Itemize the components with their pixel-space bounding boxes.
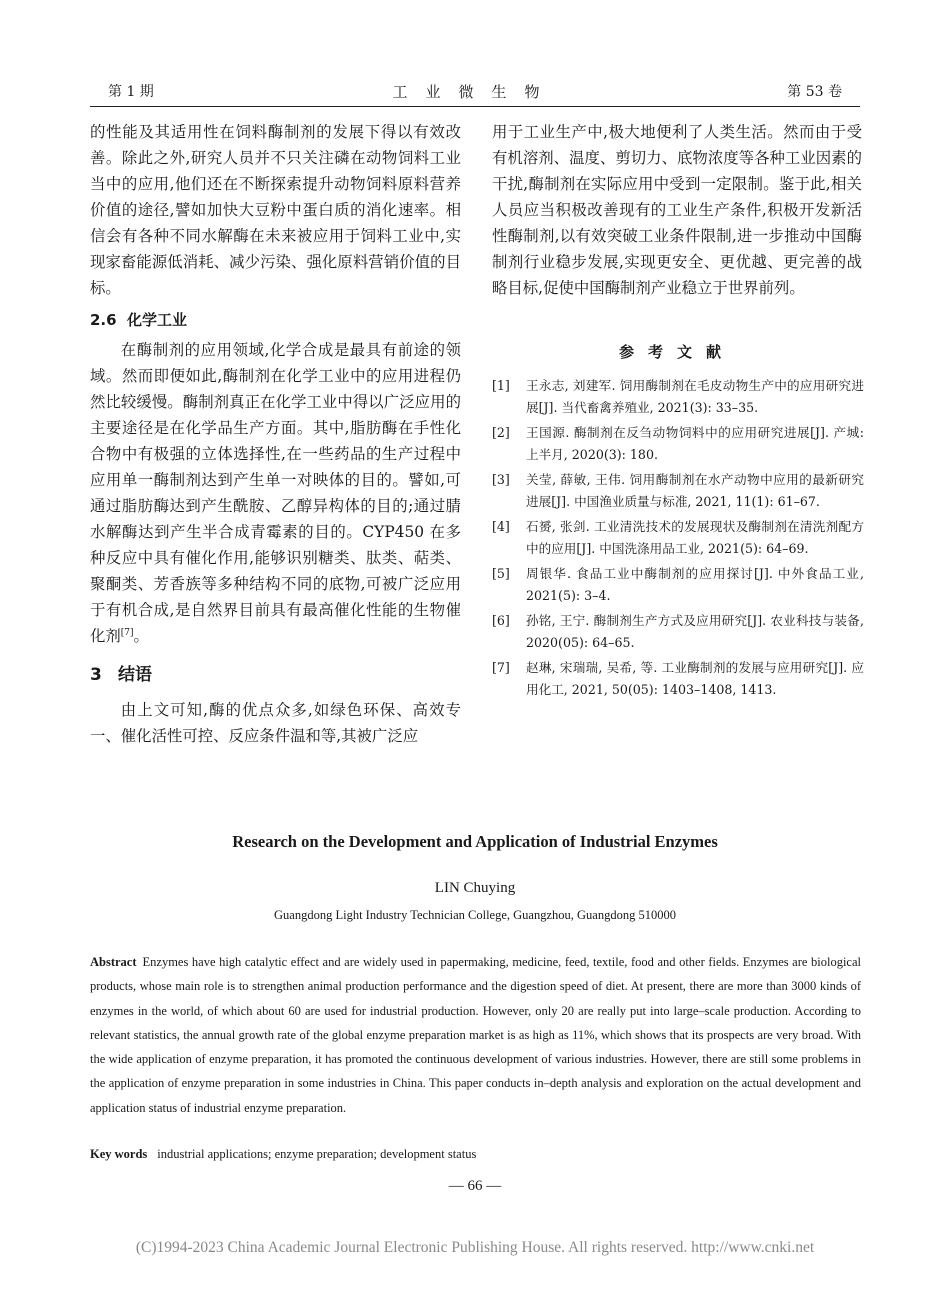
reference-text: 赵琳, 宋瑞瑞, 吴希, 等. 工业酶制剂的发展与应用研究[J]. 应用化工, 2021, 50(05): 1403–1408, 1413.	[526, 660, 864, 697]
header-rule	[90, 106, 860, 107]
paragraph: 用于工业生产中,极大地便利了人类生活。然而由于受有机溶剂、温度、剪切力、底物浓度等各种工业因素的干扰,酶制剂在实际应用中受到一定限制。鉴于此,相关人员应当积极改善现有的工业生产条件,积极开发新活性酶制剂,以有效突破工业条件限制,进一步推动中国酶制剂行业稳步发展,实现更安全、更优越、更完善的战略目标,促使中国酶制剂产业稳立于世界前列。	[492, 123, 862, 297]
reference-text: 关莹, 薛敏, 王伟. 饲用酶制剂在水产动物中应用的最新研究进展[J]. 中国渔业质量与标准, 2021, 11(1): 61–67.	[526, 472, 864, 509]
keywords-text: industrial applications; enzyme preparation; development status	[157, 1147, 477, 1161]
paragraph: 的性能及其适用性在饲料酶制剂的发展下得以有效改善。除此之外,研究人员并不只关注磷在动物饲料工业当中的应用,他们还在不断探索提升动物饲料原料营养价值的途径,譬如加快大豆粉中蛋白质的消化速率。相信会有各种不同水解酶在未来被应用于饲料工业中,实现家畜能源低消耗、减少污染、强化原料营销价值的目标。	[90, 123, 461, 297]
reference-item	[492, 375, 864, 419]
issue-number: 第 1 期	[108, 84, 154, 100]
page-number: — 66 —	[448, 1178, 502, 1194]
reference-number: [6]	[492, 613, 510, 628]
section-number: 2.6	[90, 311, 117, 329]
reference-number: [7]	[492, 660, 510, 675]
left-column	[90, 119, 461, 749]
references-list	[492, 375, 864, 704]
reference-number: [2]	[492, 425, 510, 440]
reference-item	[492, 563, 864, 607]
section-number: 3	[90, 665, 102, 685]
reference-item	[492, 469, 864, 513]
abstract-text: Enzymes have high catalytic effect and are widely used in papermaking, medicine, feed, textile, food and other fields. Enzymes are biological products, whose main role is to strengthen animal production performance and the digestion speed of diet. At present, there are more than 3000 kinds of enzymes in the world, of which about 60 are used for industrial production. However, only 20 are really put into large–scale production. According to relevant statistics, the annual growth rate of the global enzyme preparation market is as high as 11%, which shows that its prospects are very broad. With the wide application of enzyme preparation, it has promoted the continuous development of various industries. However, there are still some problems in the application of enzyme preparation in some industries in China. This paper conducts in–depth analysis and exploration on the actual development and application status of industrial enzyme preparation.	[90, 955, 861, 1115]
section-heading-3	[90, 661, 461, 689]
reference-item	[492, 610, 864, 654]
section-heading-2-6	[90, 307, 461, 333]
reference-item	[492, 422, 864, 466]
reference-number: [4]	[492, 519, 510, 534]
section-title: 结语	[118, 665, 152, 685]
english-abstract	[90, 950, 861, 1120]
citation: [7]	[120, 627, 134, 638]
section-title: 化学工业	[127, 311, 188, 329]
reference-number: [5]	[492, 566, 510, 581]
english-affiliation: Guangdong Light Industry Technician College, Guangzhou, Guangdong 510000	[274, 908, 676, 922]
paragraph: 由上文可知,酶的优点众多,如绿色环保、高效专一、催化活性可控、反应条件温和等,其被广泛应	[90, 701, 461, 745]
reference-number: [3]	[492, 472, 510, 487]
reference-text: 周银华. 食品工业中酶制剂的应用探讨[J]. 中外食品工业, 2021(5): 3–4.	[526, 566, 864, 603]
volume-number: 第 53 卷	[787, 84, 842, 100]
reference-item	[492, 657, 864, 701]
references-heading: 参考文献	[618, 343, 735, 361]
paragraph-end: 。	[133, 627, 149, 645]
abstract-label: Abstract	[90, 955, 137, 969]
paragraph-text: 在酶制剂的应用领域,化学合成是最具有前途的领域。然而即便如此,酶制剂在化学工业中的应用进程仍然比较缓慢。酶制剂真正在化学工业中得以广泛应用的主要途径是在化学品生产方面。其中,脂肪酶在手性化合物中有极强的立体选择性,在一些药品的生产过程中应用单一酶制剂达到产生单一对映体的目的。譬如,可通过脂肪酶达到产生酰胺、乙醇异构体的目的;通过腈水解酶达到产生半合成青霉素的目的。CYP450 在多种反应中具有催化作用,能够识别糖类、肽类、萜类、聚酮类、芳香族等多种结构不同的底物,可被广泛应用于有机合成,是自然界目前具有最高催化性能的生物催化剂	[90, 341, 461, 645]
reference-item	[492, 516, 864, 560]
reference-text: 孙铭, 王宁. 酶制剂生产方式及应用研究[J]. 农业科技与装备, 2020(05): 64–65.	[526, 613, 864, 650]
journal-name: 工业微生物	[392, 83, 558, 101]
copyright-watermark: (C)1994-2023 China Academic Journal Electronic Publishing House. All rights reserved. http://www.cnki.net	[135, 1239, 815, 1256]
paragraph	[90, 337, 461, 649]
english-keywords	[90, 1147, 861, 1162]
reference-number: [1]	[492, 378, 510, 393]
reference-text: 王国源. 酶制剂在反刍动物饲料中的应用研究进展[J]. 产城: 上半月, 2020(3): 180.	[526, 425, 864, 462]
keywords-label: Key words	[90, 1147, 148, 1161]
reference-text: 石赟, 张剑. 工业清洗技术的发展现状及酶制剂在清洗剂配方中的应用[J]. 中国洗涤用品工业, 2021(5): 64–69.	[526, 519, 864, 556]
english-author: LIN Chuying	[434, 880, 516, 896]
reference-text: 王永志, 刘建军. 饲用酶制剂在毛皮动物生产中的应用研究进展[J]. 当代畜禽养殖业, 2021(3): 33–35.	[526, 378, 864, 415]
right-column	[492, 119, 862, 301]
english-title: Research on the Development and Application of Industrial Enzymes	[232, 832, 718, 851]
